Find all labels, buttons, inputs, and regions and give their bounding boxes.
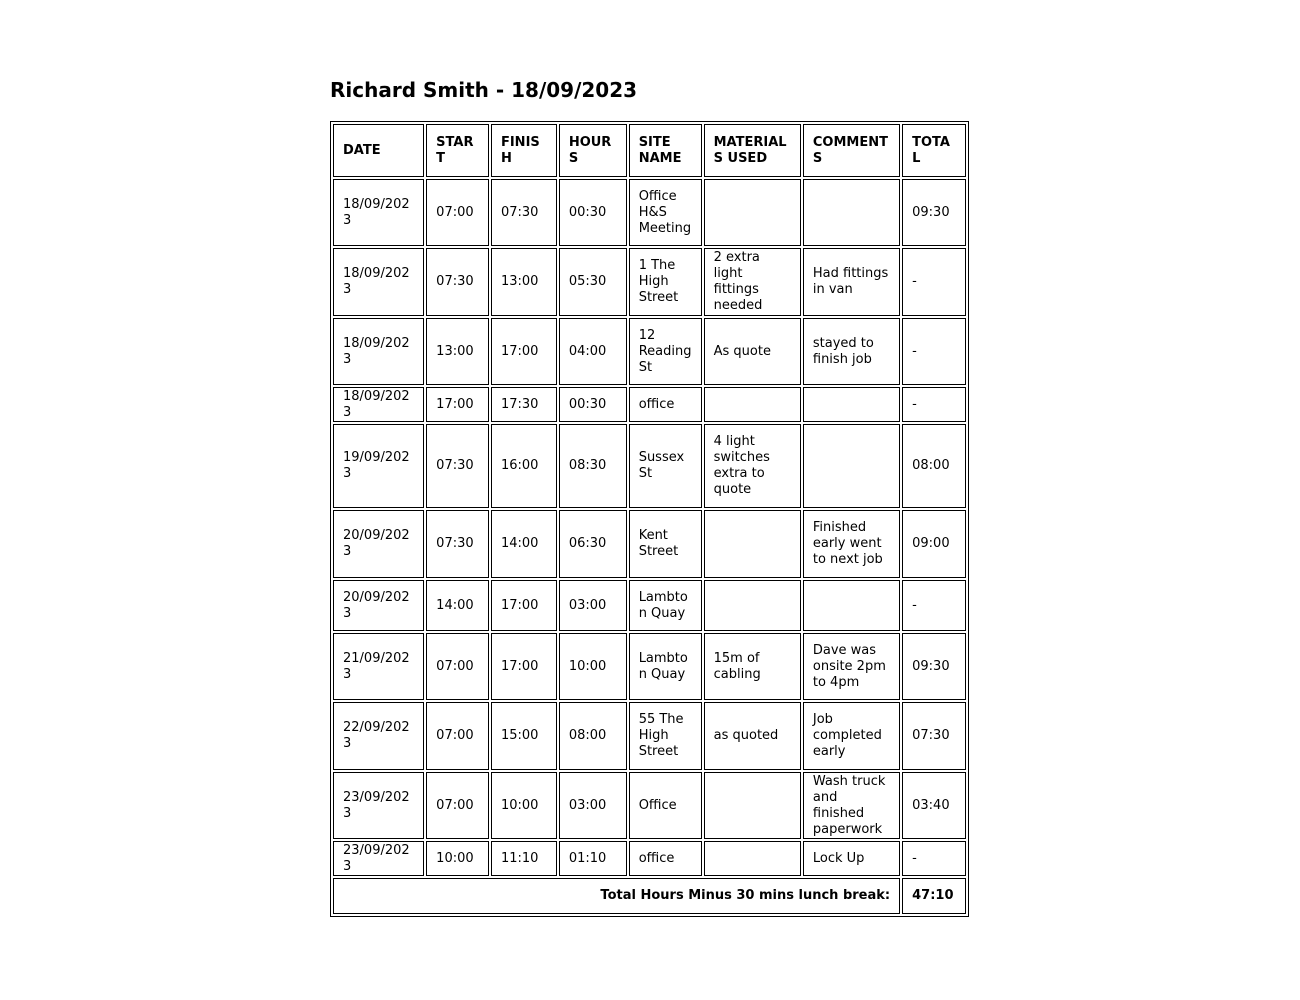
table-row bbox=[333, 510, 966, 578]
table-row bbox=[333, 424, 966, 508]
finish-cell: 14:00 bbox=[491, 510, 557, 578]
total-cell: - bbox=[902, 318, 966, 385]
table-row bbox=[333, 387, 966, 422]
total-cell: 09:30 bbox=[902, 179, 966, 246]
materials-cell bbox=[704, 580, 801, 631]
hours-cell: 04:00 bbox=[559, 318, 627, 385]
date-cell: 18/09/2023 bbox=[333, 318, 424, 385]
timesheet-page bbox=[330, 76, 970, 917]
total-cell: 03:40 bbox=[902, 772, 966, 839]
header-row bbox=[333, 124, 966, 177]
site-name-cell: Lambton Quay bbox=[629, 580, 702, 631]
start-cell: 07:00 bbox=[426, 772, 489, 839]
table-row bbox=[333, 318, 966, 385]
total-hours-value: 47:10 bbox=[902, 878, 966, 914]
site-name-cell: Kent Street bbox=[629, 510, 702, 578]
total-cell: - bbox=[902, 387, 966, 422]
start-cell: 07:00 bbox=[426, 633, 489, 700]
start-cell: 07:00 bbox=[426, 179, 489, 246]
date-cell: 21/09/2023 bbox=[333, 633, 424, 700]
date-cell: 18/09/2023 bbox=[333, 179, 424, 246]
materials-cell bbox=[704, 179, 801, 246]
comments-cell: Wash truck and finished paperwork bbox=[803, 772, 900, 839]
finish-cell: 10:00 bbox=[491, 772, 557, 839]
header-start: START bbox=[426, 124, 489, 177]
site-name-cell: office bbox=[629, 841, 702, 876]
site-name-cell: Office H&S Meeting bbox=[629, 179, 702, 246]
comments-cell bbox=[803, 580, 900, 631]
header-comments: COMMENTS bbox=[803, 124, 900, 177]
hours-cell: 00:30 bbox=[559, 387, 627, 422]
date-cell: 23/09/2023 bbox=[333, 841, 424, 876]
start-cell: 13:00 bbox=[426, 318, 489, 385]
site-name-cell: 12 Reading St bbox=[629, 318, 702, 385]
table-row bbox=[333, 772, 966, 839]
materials-cell: As quote bbox=[704, 318, 801, 385]
finish-cell: 07:30 bbox=[491, 179, 557, 246]
finish-cell: 13:00 bbox=[491, 248, 557, 316]
hours-cell: 03:00 bbox=[559, 580, 627, 631]
comments-cell: Dave was onsite 2pm to 4pm bbox=[803, 633, 900, 700]
hours-cell: 06:30 bbox=[559, 510, 627, 578]
table-row bbox=[333, 248, 966, 316]
start-cell: 10:00 bbox=[426, 841, 489, 876]
finish-cell: 17:30 bbox=[491, 387, 557, 422]
comments-cell: Finished early went to next job bbox=[803, 510, 900, 578]
date-cell: 22/09/2023 bbox=[333, 702, 424, 770]
table-row bbox=[333, 702, 966, 770]
finish-cell: 16:00 bbox=[491, 424, 557, 508]
site-name-cell: 55 The High Street bbox=[629, 702, 702, 770]
date-cell: 20/09/2023 bbox=[333, 510, 424, 578]
site-name-cell: Office bbox=[629, 772, 702, 839]
comments-cell bbox=[803, 387, 900, 422]
total-hours-label: Total Hours Minus 30 mins lunch break: bbox=[333, 878, 900, 914]
materials-cell: 15m of cabling bbox=[704, 633, 801, 700]
table-row bbox=[333, 580, 966, 631]
hours-cell: 00:30 bbox=[559, 179, 627, 246]
start-cell: 07:30 bbox=[426, 248, 489, 316]
hours-cell: 05:30 bbox=[559, 248, 627, 316]
total-cell: 07:30 bbox=[902, 702, 966, 770]
site-name-cell: office bbox=[629, 387, 702, 422]
table-row bbox=[333, 841, 966, 876]
hours-cell: 08:30 bbox=[559, 424, 627, 508]
site-name-cell: 1 The High Street bbox=[629, 248, 702, 316]
start-cell: 07:30 bbox=[426, 510, 489, 578]
comments-cell bbox=[803, 424, 900, 508]
materials-cell: as quoted bbox=[704, 702, 801, 770]
timesheet-table bbox=[330, 121, 969, 917]
finish-cell: 17:00 bbox=[491, 318, 557, 385]
comments-cell bbox=[803, 179, 900, 246]
comments-cell: Lock Up bbox=[803, 841, 900, 876]
start-cell: 14:00 bbox=[426, 580, 489, 631]
materials-cell bbox=[704, 772, 801, 839]
site-name-cell: Lambton Quay bbox=[629, 633, 702, 700]
header-date: DATE bbox=[333, 124, 424, 177]
hours-cell: 10:00 bbox=[559, 633, 627, 700]
page-title: Richard Smith - 18/09/2023 bbox=[330, 78, 638, 102]
start-cell: 07:00 bbox=[426, 702, 489, 770]
total-cell: - bbox=[902, 248, 966, 316]
materials-cell bbox=[704, 510, 801, 578]
table-row bbox=[333, 179, 966, 246]
materials-cell: 4 light switches extra to quote bbox=[704, 424, 801, 508]
date-cell: 23/09/2023 bbox=[333, 772, 424, 839]
materials-cell bbox=[704, 387, 801, 422]
finish-cell: 17:00 bbox=[491, 580, 557, 631]
total-cell: 08:00 bbox=[902, 424, 966, 508]
total-cell: 09:00 bbox=[902, 510, 966, 578]
header-hours: HOURS bbox=[559, 124, 627, 177]
header-total: TOTAL bbox=[902, 124, 966, 177]
header-materials-used: MATERIALS USED bbox=[704, 124, 801, 177]
hours-cell: 03:00 bbox=[559, 772, 627, 839]
header-site-name: SITE NAME bbox=[629, 124, 702, 177]
finish-cell: 17:00 bbox=[491, 633, 557, 700]
date-cell: 18/09/2023 bbox=[333, 387, 424, 422]
finish-cell: 11:10 bbox=[491, 841, 557, 876]
table-row bbox=[333, 633, 966, 700]
footer-row bbox=[333, 878, 966, 914]
hours-cell: 01:10 bbox=[559, 841, 627, 876]
date-cell: 18/09/2023 bbox=[333, 248, 424, 316]
total-cell: - bbox=[902, 841, 966, 876]
total-cell: 09:30 bbox=[902, 633, 966, 700]
comments-cell: Job completed early bbox=[803, 702, 900, 770]
site-name-cell: Sussex St bbox=[629, 424, 702, 508]
start-cell: 17:00 bbox=[426, 387, 489, 422]
finish-cell: 15:00 bbox=[491, 702, 557, 770]
hours-cell: 08:00 bbox=[559, 702, 627, 770]
start-cell: 07:30 bbox=[426, 424, 489, 508]
comments-cell: Had fittings in van bbox=[803, 248, 900, 316]
header-finish: FINISH bbox=[491, 124, 557, 177]
materials-cell bbox=[704, 841, 801, 876]
materials-cell: 2 extra light fittings needed bbox=[704, 248, 801, 316]
total-cell: - bbox=[902, 580, 966, 631]
date-cell: 19/09/2023 bbox=[333, 424, 424, 508]
date-cell: 20/09/2023 bbox=[333, 580, 424, 631]
comments-cell: stayed to finish job bbox=[803, 318, 900, 385]
